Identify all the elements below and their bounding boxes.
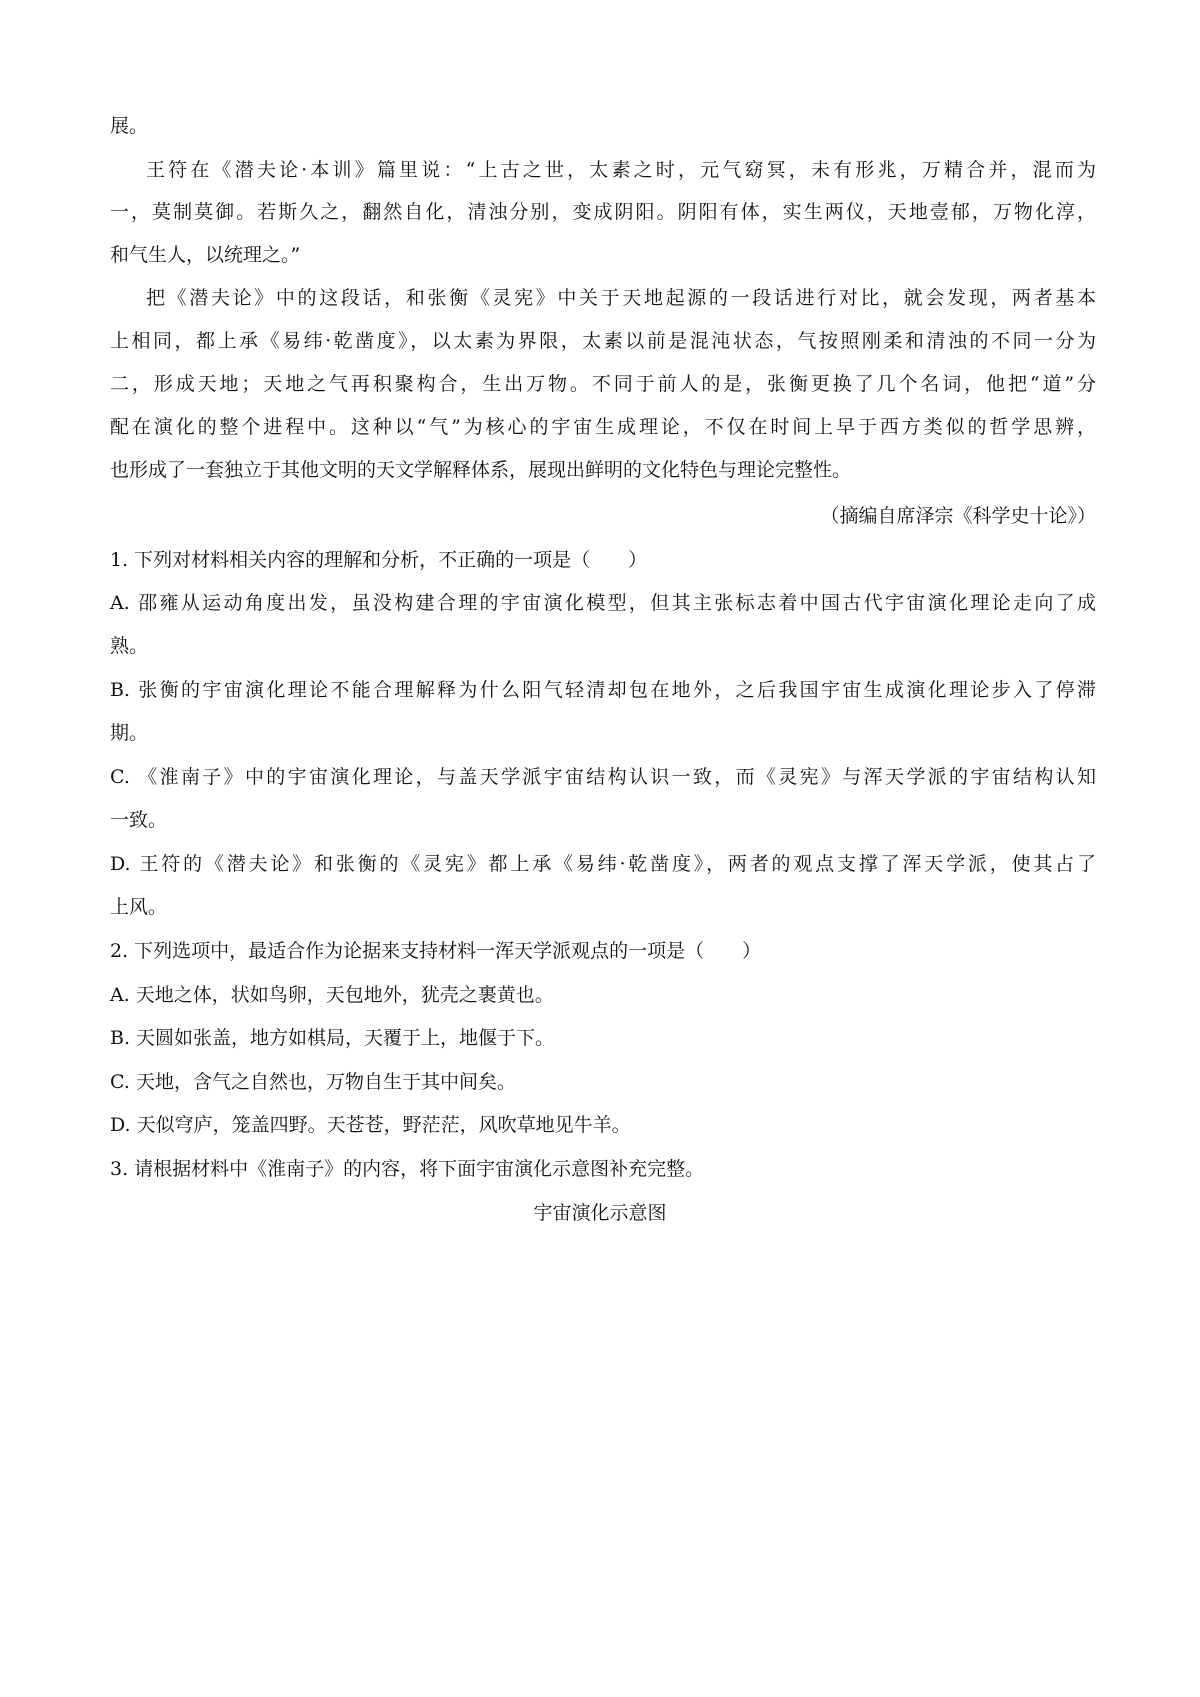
question-2-option-a: A. 天地之体，状如鸟卵，天包地外，犹壳之裹黄也。 bbox=[110, 984, 554, 1006]
question-2-option-b: B. 天圆如张盖，地方如棋局，天覆于上，地偃于下。 bbox=[110, 1027, 555, 1049]
question-2-option-d: D. 天似穹庐，笼盖四野。天苍苍，野茫茫，风吹草地见牛羊。 bbox=[110, 1114, 631, 1136]
question-1-option-a-cont: 熟。 bbox=[110, 635, 149, 657]
question-1-option-c: C. 《淮南子》中的宇宙演化理论，与盖天学派宇宙结构认识一致，而《灵宪》与浑天学派的宇宙结构认知 bbox=[110, 766, 1096, 788]
question-1-option-a: A. 邵雍从运动角度出发，虽没构建合理的宇宙演化模型，但其主张标志着中国古代宇宙演化理论走向了成 bbox=[110, 592, 1096, 614]
question-2-option-c: C. 天地，含气之自然也，万物自生于其中间矣。 bbox=[110, 1071, 516, 1093]
passage-line: 二，形成天地；天地之气再积聚构合，生出万物。不同于前人的是，张衡更换了几个名词，他把“道”分 bbox=[110, 373, 1096, 395]
question-1-option-d: D. 王符的《潜夫论》和张衡的《灵宪》都上承《易纬·乾凿度》，两者的观点支撑了浑天学派，使其占了 bbox=[110, 853, 1096, 875]
passage-line: 和气生人，以统理之。” bbox=[110, 244, 301, 266]
passage-line: 展。 bbox=[110, 115, 149, 137]
passage-line: 配在演化的整个进程中。这种以“气”为核心的宇宙生成理论，不仅在时间上早于西方类似的哲学思辨， bbox=[110, 416, 1096, 438]
figure-title: 宇宙演化示意图 bbox=[533, 1202, 667, 1224]
passage-line: 王符在《潜夫论·本训》篇里说：“上古之世，太素之时，元气窈冥，未有形兆，万精合并，混而为 bbox=[146, 159, 1096, 181]
question-1-option-b-cont: 期。 bbox=[110, 722, 149, 744]
question-2-stem: 2. 下列选项中，最适合作为论据来支持材料一浑天学派观点的一项是（ ） bbox=[110, 940, 762, 962]
passage-line: 也形成了一套独立于其他文明的天文学解释体系，展现出鲜明的文化特色与理论完整性。 bbox=[110, 459, 852, 481]
passage-line: 把《潜夫论》中的这段话，和张衡《灵宪》中关于天地起源的一段话进行对比，就会发现，两者基本 bbox=[146, 287, 1096, 309]
passage-line: 一，莫制莫御。若斯久之，翻然自化，清浊分别，变成阴阳。阴阳有体，实生两仪，天地壹郁，万物化淳， bbox=[110, 201, 1096, 223]
question-1-option-c-cont: 一致。 bbox=[110, 809, 168, 831]
passage-source: （摘编自席泽宗《科学史十论》） bbox=[820, 505, 1096, 527]
question-1-option-b: B. 张衡的宇宙演化理论不能合理解释为什么阳气轻清却包在地外，之后我国宇宙生成演化理论步入了停滞 bbox=[110, 679, 1096, 701]
question-1-option-d-cont: 上风。 bbox=[110, 896, 168, 918]
question-1-stem: 1. 下列对材料相关内容的理解和分析，不正确的一项是（ ） bbox=[110, 549, 648, 571]
question-3-stem: 3. 请根据材料中《淮南子》的内容，将下面宇宙演化示意图补充完整。 bbox=[110, 1158, 705, 1180]
passage-line: 上相同，都上承《易纬·乾凿度》，以太素为界限，太素以前是混沌状态，气按照刚柔和清浊的不同一分为 bbox=[110, 330, 1096, 352]
